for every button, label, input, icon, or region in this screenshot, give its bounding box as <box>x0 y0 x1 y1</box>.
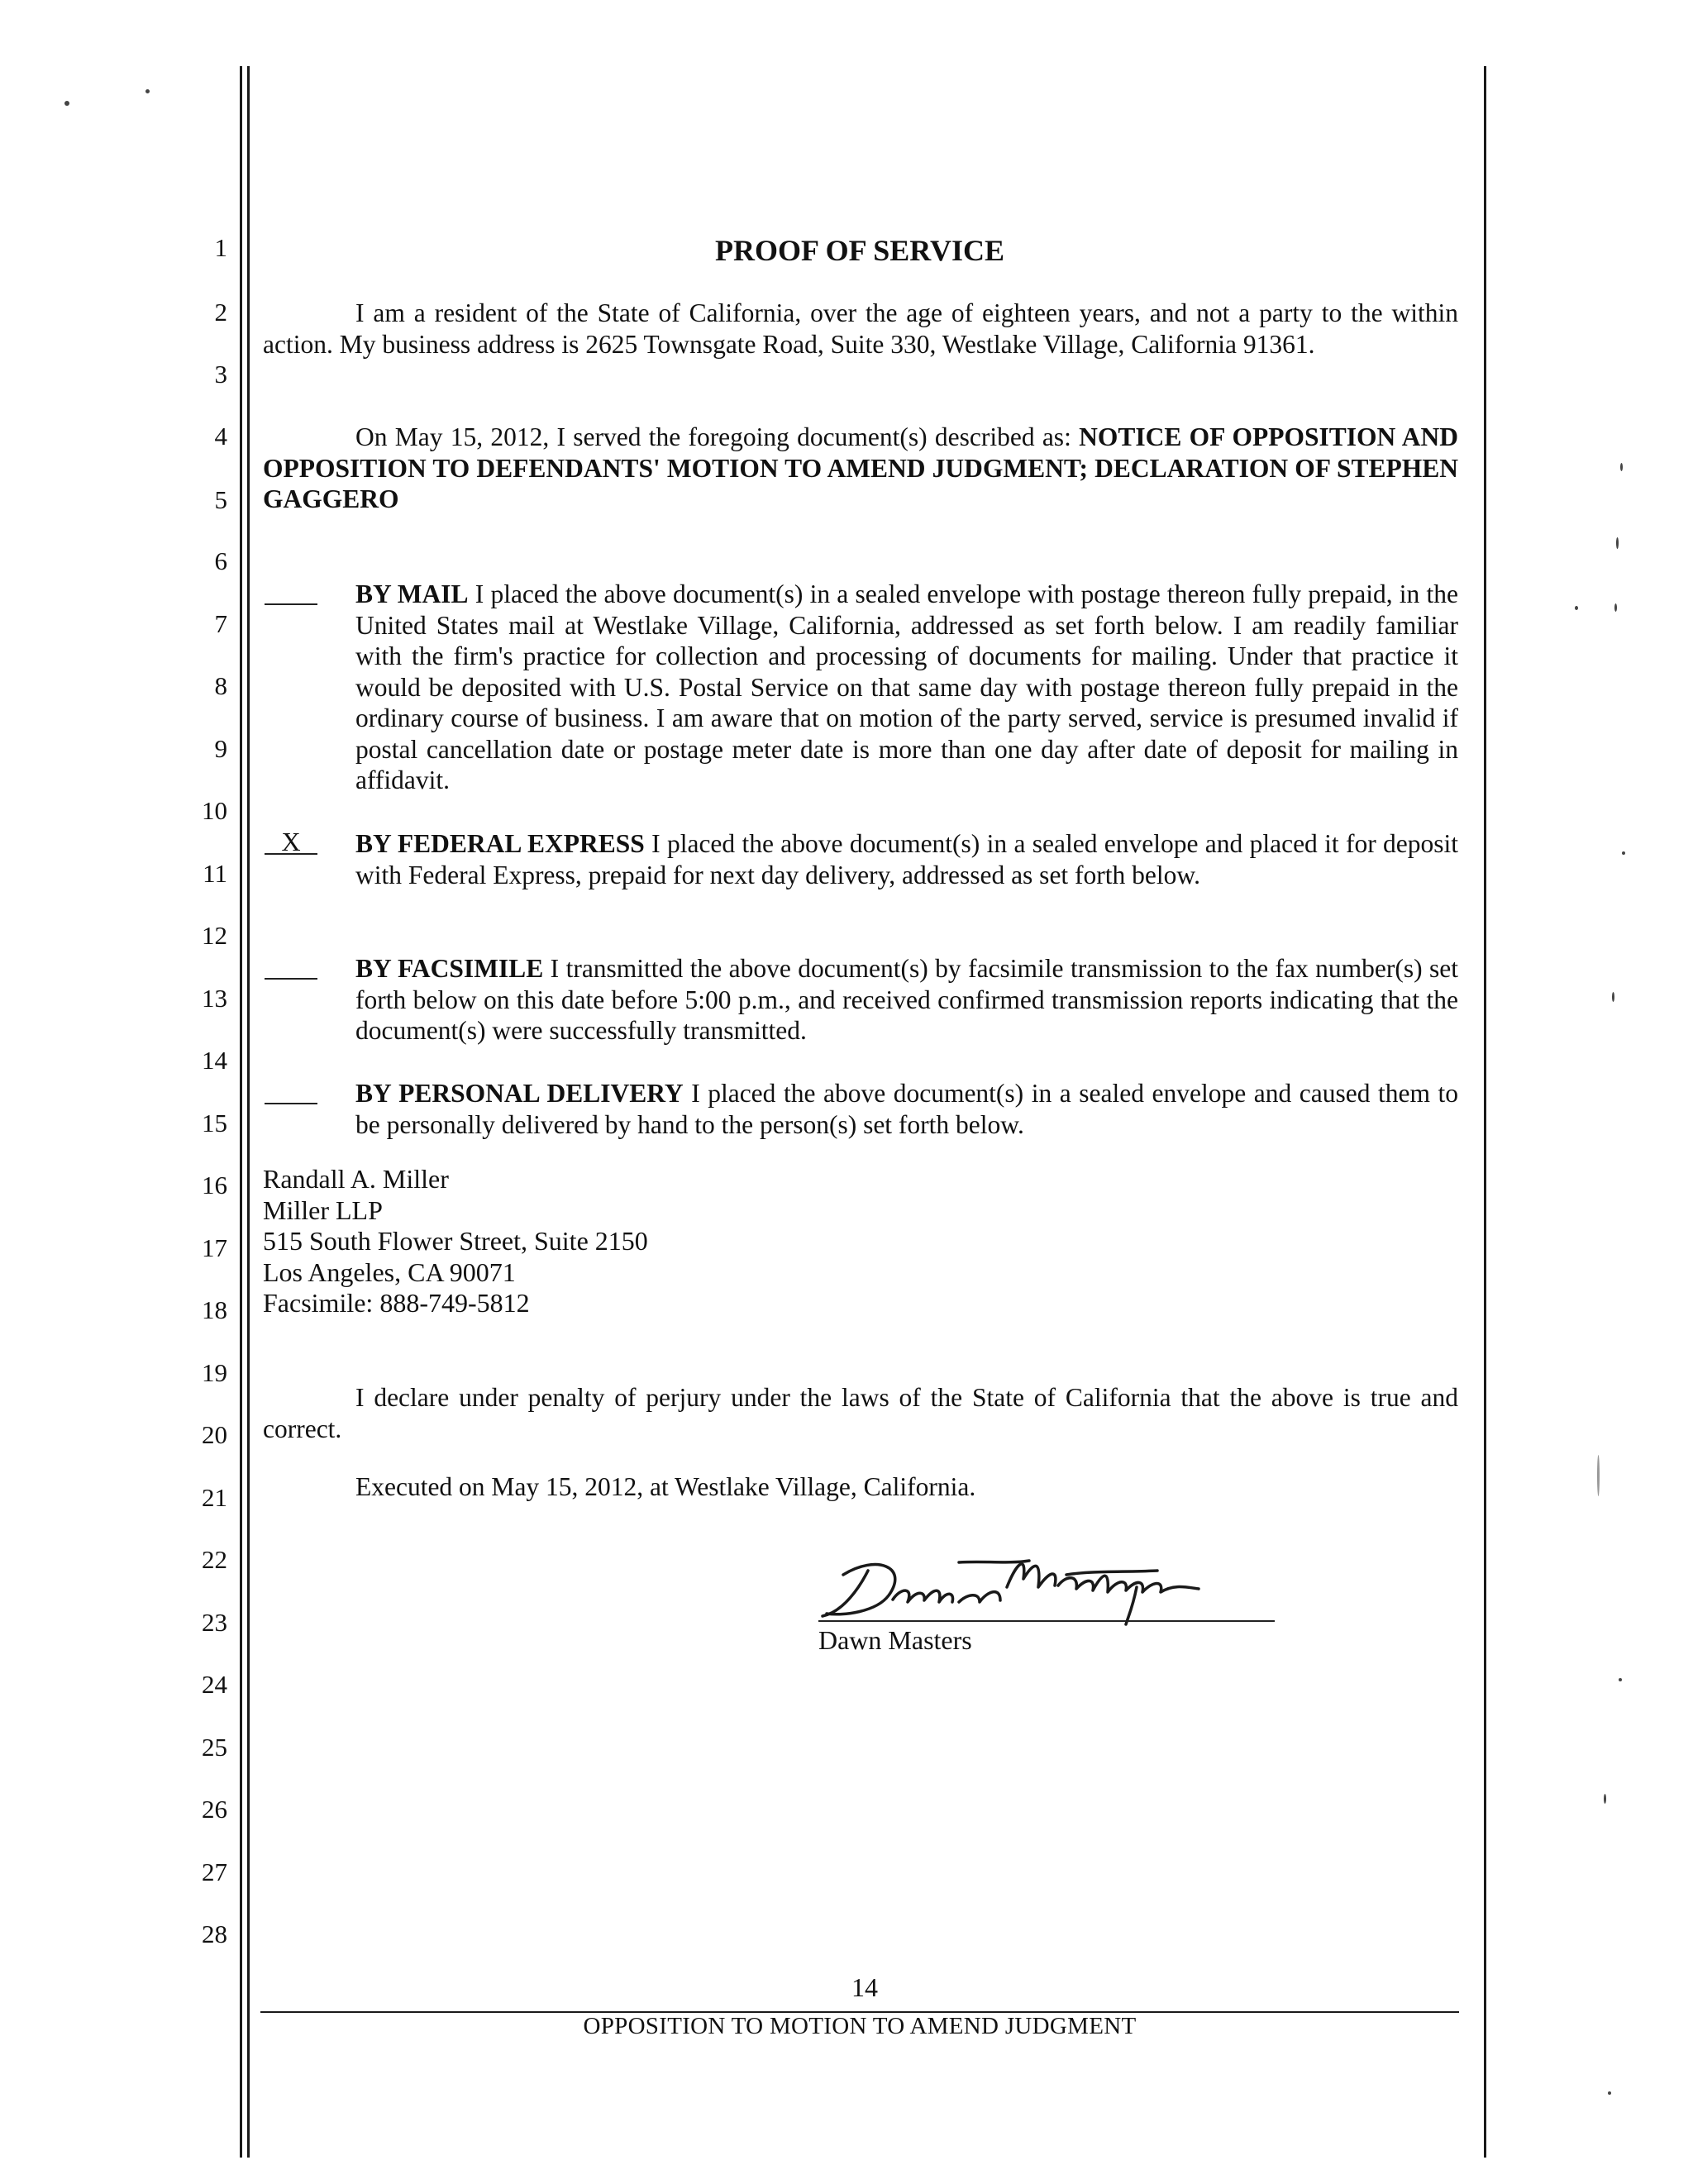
scan-speck <box>1614 603 1617 612</box>
line-number: 12 <box>202 921 227 950</box>
method-checkbox-facsimile <box>265 953 317 980</box>
method-heading: BY MAIL <box>355 579 469 608</box>
line-number: 23 <box>202 1608 227 1637</box>
method-mail <box>355 579 1458 796</box>
method-text: I placed the above document(s) in a sealed envelope and caused them to be personally delivered by hand to the person(s) set forth below. <box>355 1079 1459 1139</box>
line-number: 1 <box>214 233 227 262</box>
line-number: 2 <box>214 298 227 327</box>
scan-speck <box>1612 992 1614 1002</box>
signature-line <box>818 1620 1275 1622</box>
line-number: 15 <box>202 1109 227 1137</box>
method-text: I placed the above document(s) in a sealed envelope and placed it for deposit with Federal Express, prepaid for next day delivery, addressed as set forth below. <box>355 829 1459 889</box>
line-number: 4 <box>214 422 227 451</box>
method-heading: BY FACSIMILE <box>355 954 544 983</box>
recipient-firm: Miller LLP <box>263 1195 383 1225</box>
line-number: 27 <box>202 1857 227 1886</box>
line-number: 26 <box>202 1795 227 1824</box>
line-number: 9 <box>214 734 227 763</box>
page-number: 14 <box>851 1972 878 2002</box>
recipient-street: 515 South Flower Street, Suite 2150 <box>263 1226 648 1256</box>
service-paragraph <box>263 422 1458 515</box>
scan-speck <box>1575 606 1578 610</box>
line-number: 21 <box>202 1483 227 1512</box>
left-margin-rule-inner <box>247 66 250 2158</box>
line-number: 14 <box>202 1046 227 1075</box>
line-number: 17 <box>202 1233 227 1262</box>
scan-speck <box>145 89 150 93</box>
left-margin-rule-outer <box>240 66 242 2158</box>
line-number: 20 <box>202 1420 227 1449</box>
documents-served: NOTICE OF OPPOSITION AND OPPOSITION TO DEFENDANTS' MOTION TO AMEND JUDGMENT; DECLARATION OF STEPHEN GAGGERO <box>263 422 1458 513</box>
method-checkbox-mail <box>265 579 317 605</box>
line-number: 3 <box>214 360 227 389</box>
line-number: 13 <box>202 984 227 1013</box>
method-heading: BY PERSONAL DELIVERY <box>355 1079 684 1108</box>
line-number: 18 <box>202 1295 227 1324</box>
executed-line: Executed on May 15, 2012, at Westlake Village, California. <box>355 1472 976 1501</box>
line-number: 28 <box>202 1919 227 1948</box>
line-number: 19 <box>202 1358 227 1387</box>
method-checkbox-personal <box>265 1078 317 1104</box>
recipient-fax: Facsimile: 888-749-5812 <box>263 1288 530 1318</box>
signer-name: Dawn Masters <box>818 1625 972 1655</box>
scan-speck <box>1622 851 1625 855</box>
scan-speck <box>1608 2091 1611 2095</box>
scan-speck <box>1604 1794 1606 1804</box>
line-number: 24 <box>202 1670 227 1699</box>
recipient-name: Randall A. Miller <box>263 1164 449 1194</box>
residence-paragraph: I am a resident of the State of California, over the age of eighteen years, and not a party to the within action. My business address is 2625 Townsgate Road, Suite 330, Westlake Village, California 91361. <box>263 298 1458 359</box>
line-number: 7 <box>214 609 227 638</box>
method-text: I placed the above document(s) in a sealed envelope with postage thereon fully prepaid, in the United States mail at Westlake Village, California, addressed as set forth below. I am readily familiar with the firm's practice for collection and processing of documents for mailing. Under that practice it would be deposited with U.S. Postal Service on that same day with postage thereon fully prepaid in the ordinary course of business. I am aware that on motion of the party served, service is presumed invalid if postal cancellation date or postage meter date is more than one day after date of deposit for mailing in affidavit. <box>355 579 1458 794</box>
recipient-address <box>263 1164 648 1319</box>
method-personal-delivery <box>355 1078 1458 1140</box>
scan-speck <box>64 101 69 106</box>
line-number: 22 <box>202 1545 227 1574</box>
method-fedex <box>355 828 1458 890</box>
method-text: I transmitted the above document(s) by facsimile transmission to the fax number(s) set forth below on this date before 5:00 p.m., and received confirmed transmission reports indicating that the document(s) were successfully transmitted. <box>355 954 1459 1045</box>
footer-title: OPPOSITION TO MOTION TO AMEND JUDGMENT <box>583 2013 1137 2039</box>
line-number: 6 <box>214 546 227 575</box>
line-number: 16 <box>202 1171 227 1199</box>
scan-speck <box>1597 1455 1600 1496</box>
line-number: 8 <box>214 671 227 700</box>
method-facsimile <box>355 953 1458 1047</box>
service-intro: On May 15, 2012, I served the foregoing document(s) described as: <box>355 422 1071 451</box>
line-number: 11 <box>203 859 227 888</box>
method-checkbox-fedex: X <box>265 828 317 855</box>
scan-speck <box>1616 537 1619 549</box>
line-number: 25 <box>202 1733 227 1762</box>
scan-speck <box>1619 1678 1622 1681</box>
method-heading: BY FEDERAL EXPRESS <box>355 829 645 858</box>
signature-image <box>810 1538 1273 1628</box>
right-margin-rule <box>1484 66 1486 2158</box>
document-title: PROOF OF SERVICE <box>714 234 1005 267</box>
line-number: 5 <box>214 485 227 514</box>
scan-speck <box>1620 463 1623 471</box>
recipient-city: Los Angeles, CA 90071 <box>263 1257 516 1287</box>
line-number: 10 <box>202 796 227 825</box>
declaration-paragraph: I declare under penalty of perjury under the laws of the State of California that the above is true and correct. <box>263 1383 1458 1443</box>
